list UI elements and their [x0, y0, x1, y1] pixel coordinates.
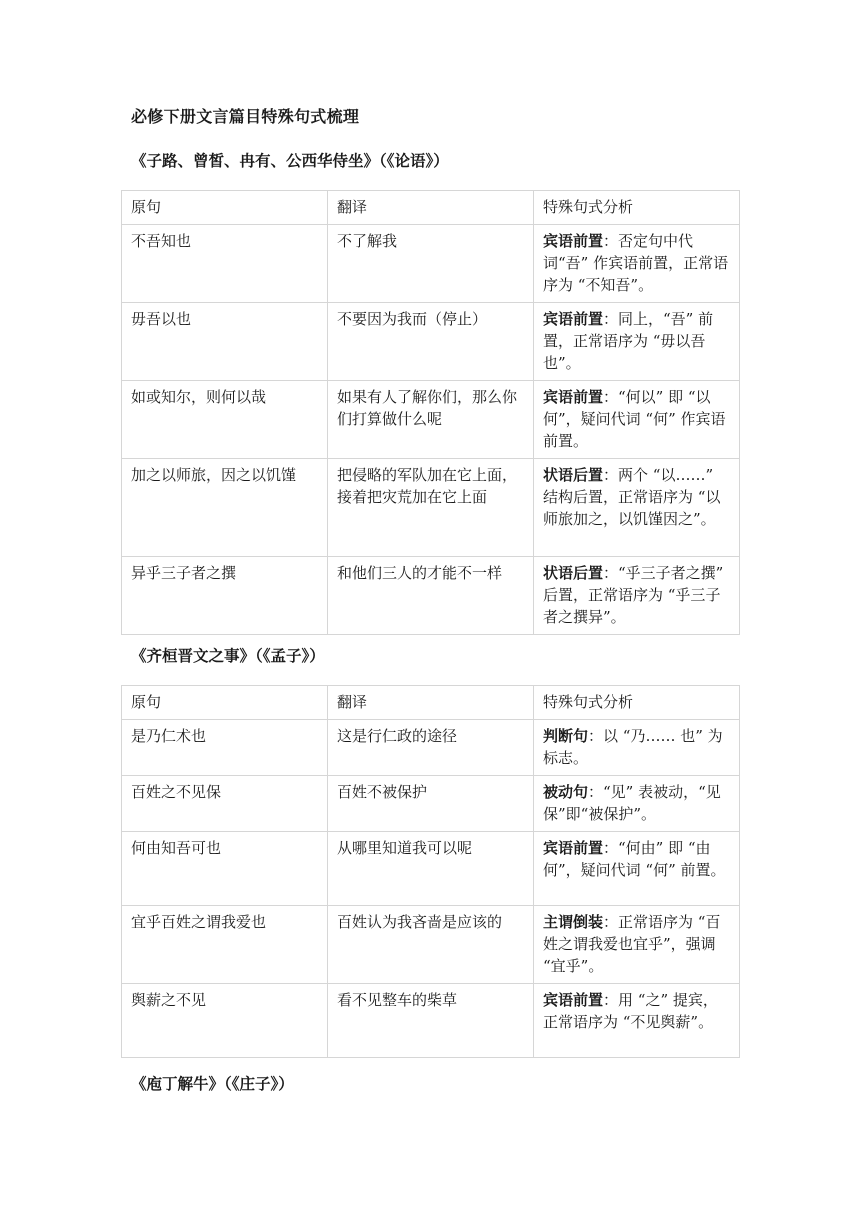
original-cell: 舆薪之不见	[122, 984, 328, 1058]
analysis-cell	[534, 832, 740, 906]
syntax-type-label: 宾语前置	[543, 388, 604, 406]
table-row	[122, 225, 740, 303]
header-cell-original: 原句	[122, 191, 328, 225]
document-title: 必修下册文言篇目特殊句式梳理	[131, 107, 360, 126]
original-cell: 如或知尔，则何以哉	[122, 381, 328, 459]
table-row	[122, 984, 740, 1058]
analysis-text: ：同上，“吾” 前置，正常语序为 “毋以吾也”。	[543, 310, 714, 372]
translation-cell: 看不见整车的柴草	[328, 984, 534, 1058]
header-cell-translation: 翻译	[328, 191, 534, 225]
syntax-type-label: 宾语前置	[543, 232, 604, 250]
analysis-cell	[534, 906, 740, 984]
sentence-table-1	[121, 190, 740, 635]
translation-cell: 不要因为我而（停止）	[328, 303, 534, 381]
syntax-type-label: 被动句	[543, 783, 589, 801]
analysis-text: ：“何以” 即 “以何”，疑问代词 “何” 作宾语前置。	[543, 388, 726, 450]
analysis-text: ：正常语序为 “百姓之谓我爱也宜乎”，强调 “宜乎”。	[543, 913, 721, 975]
original-cell: 不吾知也	[122, 225, 328, 303]
analysis-text: ：两个 “以……” 结构后置，正常语序为 “以师旅加之，以饥馑因之”。	[543, 466, 721, 528]
table-row	[122, 303, 740, 381]
table-row	[122, 459, 740, 557]
translation-cell: 如果有人了解你们，那么你们打算做什么呢	[328, 381, 534, 459]
syntax-type-label: 宾语前置	[543, 839, 604, 857]
analysis-cell	[534, 557, 740, 635]
translation-cell: 把侵略的军队加在它上面，接着把灾荒加在它上面	[328, 459, 534, 557]
section-title-1: 《子路、曾皙、冉有、公西华侍坐》（《论语》）	[131, 152, 449, 170]
syntax-type-label: 判断句	[543, 727, 589, 745]
syntax-type-label: 宾语前置	[543, 310, 604, 328]
translation-cell: 这是行仁政的途径	[328, 720, 534, 776]
table-row	[122, 832, 740, 906]
table-header-row	[122, 686, 740, 720]
sentence-table-2	[121, 685, 740, 1058]
analysis-cell	[534, 303, 740, 381]
syntax-type-label: 主谓倒装	[543, 913, 604, 931]
analysis-cell	[534, 776, 740, 832]
analysis-cell	[534, 720, 740, 776]
analysis-cell	[534, 381, 740, 459]
analysis-cell	[534, 459, 740, 557]
original-cell: 加之以师旅，因之以饥馑	[122, 459, 328, 557]
original-cell: 百姓之不见保	[122, 776, 328, 832]
syntax-type-label: 状语后置	[543, 466, 604, 484]
analysis-text: ：“乎三子者之撰” 后置，正常语序为 “乎三子者之撰异”。	[543, 564, 724, 626]
header-cell-analysis: 特殊句式分析	[534, 191, 740, 225]
analysis-text: ：以 “乃…… 也” 为标志。	[543, 727, 723, 767]
original-cell: 异乎三子者之撰	[122, 557, 328, 635]
table-row	[122, 906, 740, 984]
original-cell: 是乃仁术也	[122, 720, 328, 776]
original-cell: 宜乎百姓之谓我爱也	[122, 906, 328, 984]
analysis-cell	[534, 225, 740, 303]
header-cell-original: 原句	[122, 686, 328, 720]
analysis-text: ：“何由” 即 “由何”，疑问代词 “何” 前置。	[543, 839, 726, 879]
table-row	[122, 776, 740, 832]
original-cell: 毋吾以也	[122, 303, 328, 381]
translation-cell: 从哪里知道我可以呢	[328, 832, 534, 906]
analysis-text: ：用 “之” 提宾，正常语序为 “不见舆薪”。	[543, 991, 718, 1031]
analysis-text: ：否定句中代词“吾” 作宾语前置，正常语序为 “不知吾”。	[543, 232, 729, 294]
translation-cell: 百姓不被保护	[328, 776, 534, 832]
table-row	[122, 720, 740, 776]
translation-cell: 和他们三人的才能不一样	[328, 557, 534, 635]
syntax-type-label: 宾语前置	[543, 991, 604, 1009]
table-row	[122, 381, 740, 459]
translation-cell: 不了解我	[328, 225, 534, 303]
analysis-cell	[534, 984, 740, 1058]
original-cell: 何由知吾可也	[122, 832, 328, 906]
table-row	[122, 557, 740, 635]
section-title-2: 《齐桓晋文之事》（《孟子》）	[131, 647, 325, 665]
header-cell-analysis: 特殊句式分析	[534, 686, 740, 720]
analysis-text: ：“见” 表被动，“见保”即“被保护”。	[543, 783, 721, 823]
translation-cell: 百姓认为我吝啬是应该的	[328, 906, 534, 984]
section-title-3: 《庖丁解牛》（《庄子》）	[131, 1075, 294, 1093]
syntax-type-label: 状语后置	[543, 564, 604, 582]
header-cell-translation: 翻译	[328, 686, 534, 720]
table-header-row	[122, 191, 740, 225]
